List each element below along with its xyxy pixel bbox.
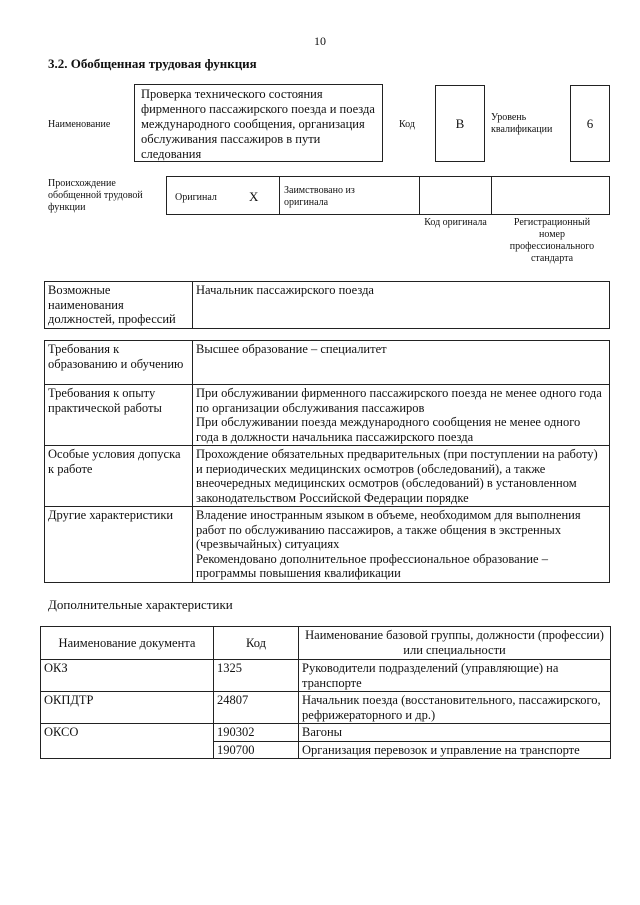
additional-table	[40, 626, 611, 759]
code-cell: 1325	[214, 660, 299, 692]
req-line: Владение иностранным языком в объеме, необходимом для выполнения работ по обслуживанию пассажиров, а также общения в экстренных (чрезвычайных) ситуациях	[196, 508, 581, 551]
group-cell: Начальник поезда (восстановительного, пассажирского, рефрижераторного и др.)	[299, 692, 611, 724]
req-line: Рекомендовано дополнительное профессиональное образование – программы повышения квалификации	[196, 551, 548, 580]
group-cell: Руководители подразделений (управляющие) на транспорте	[299, 660, 611, 692]
original-mark: X	[249, 189, 259, 204]
kod-originala-caption: Код оригинала	[424, 217, 487, 228]
additional-title: Дополнительные характеристики	[48, 597, 233, 612]
req-line: Высшее образование – специалитет	[196, 342, 387, 356]
kod-originala-cell	[419, 176, 492, 215]
group-cell: Организация перевозок и управление на транспорте	[299, 741, 611, 759]
table-row	[41, 724, 611, 742]
header-cell: Наименование базовой группы, должности (профессии) или специальности	[299, 627, 611, 660]
borrowed-cell	[279, 176, 420, 215]
req-value	[193, 507, 610, 583]
req-line: При обслуживании фирменного пассажирского поезда не менее одного года по организации обслуживания пассажиров	[196, 386, 602, 415]
header-cell: Код	[214, 627, 299, 660]
req-label: Требования к образованию и обучению	[45, 341, 193, 385]
section-title: 3.2. Обобщенная трудовая функция	[48, 56, 257, 71]
positions-value: Начальник пассажирского поезда	[193, 282, 610, 329]
uroven-value: 6	[570, 85, 610, 162]
naimenovanie-label: Наименование	[48, 119, 111, 130]
positions-row	[45, 282, 610, 329]
origin-label: Происхождение обобщенной трудовой функции	[48, 178, 143, 213]
kod-value: B	[435, 85, 485, 162]
borrowed-label: Заимствовано из оригинала	[284, 185, 355, 208]
kod-label: Код	[399, 119, 415, 130]
group-cell: Вагоны	[299, 724, 611, 742]
function-name: Проверка технического состояния фирменного пассажирского поезда и поезда международного сообщения, организация обслуживания пассажиров в пути следования	[134, 84, 383, 162]
req-row	[45, 446, 610, 507]
req-row	[45, 385, 610, 446]
req-row	[45, 341, 610, 385]
doc-name-cell: ОКЗ	[41, 660, 214, 692]
req-value	[193, 446, 610, 507]
original-label: Оригинал	[175, 192, 217, 203]
header-row	[41, 627, 611, 660]
positions-table	[44, 281, 610, 329]
header-cell: Наименование документа	[41, 627, 214, 660]
req-value	[193, 385, 610, 446]
positions-label: Возможные наименования должностей, профессий	[45, 282, 193, 329]
reg-number-cell	[491, 176, 610, 215]
req-label: Особые условия допуска к работе	[45, 446, 193, 507]
code-cell: 24807	[214, 692, 299, 724]
page-number: 10	[314, 34, 326, 48]
req-line: Прохождение обязательных предварительных (при поступлении на работу) и периодических медицинских осмотров (обследований), а также внеочередных медицинских осмотров (обследований) в установленном законодательством Российской Федерации порядке	[196, 447, 598, 505]
req-row	[45, 507, 610, 583]
doc-name-cell: ОКПДТР	[41, 692, 214, 724]
code-cell: 190302	[214, 724, 299, 742]
uroven-label: Уровень квалификации	[491, 112, 553, 135]
table-row	[41, 692, 611, 724]
original-cell	[166, 176, 280, 215]
table-row	[41, 660, 611, 692]
req-label: Требования к опыту практической работы	[45, 385, 193, 446]
code-cell: 190700	[214, 741, 299, 759]
req-value	[193, 341, 610, 385]
requirements-table	[44, 340, 610, 583]
req-line: При обслуживании поезда международного сообщения не менее одного года в должности начальника пассажирского поезда	[196, 415, 581, 444]
req-label: Другие характеристики	[45, 507, 193, 583]
doc-name-cell: ОКСО	[41, 724, 214, 759]
reg-number-caption: Регистрационный номер профессионального стандарта	[509, 217, 595, 264]
